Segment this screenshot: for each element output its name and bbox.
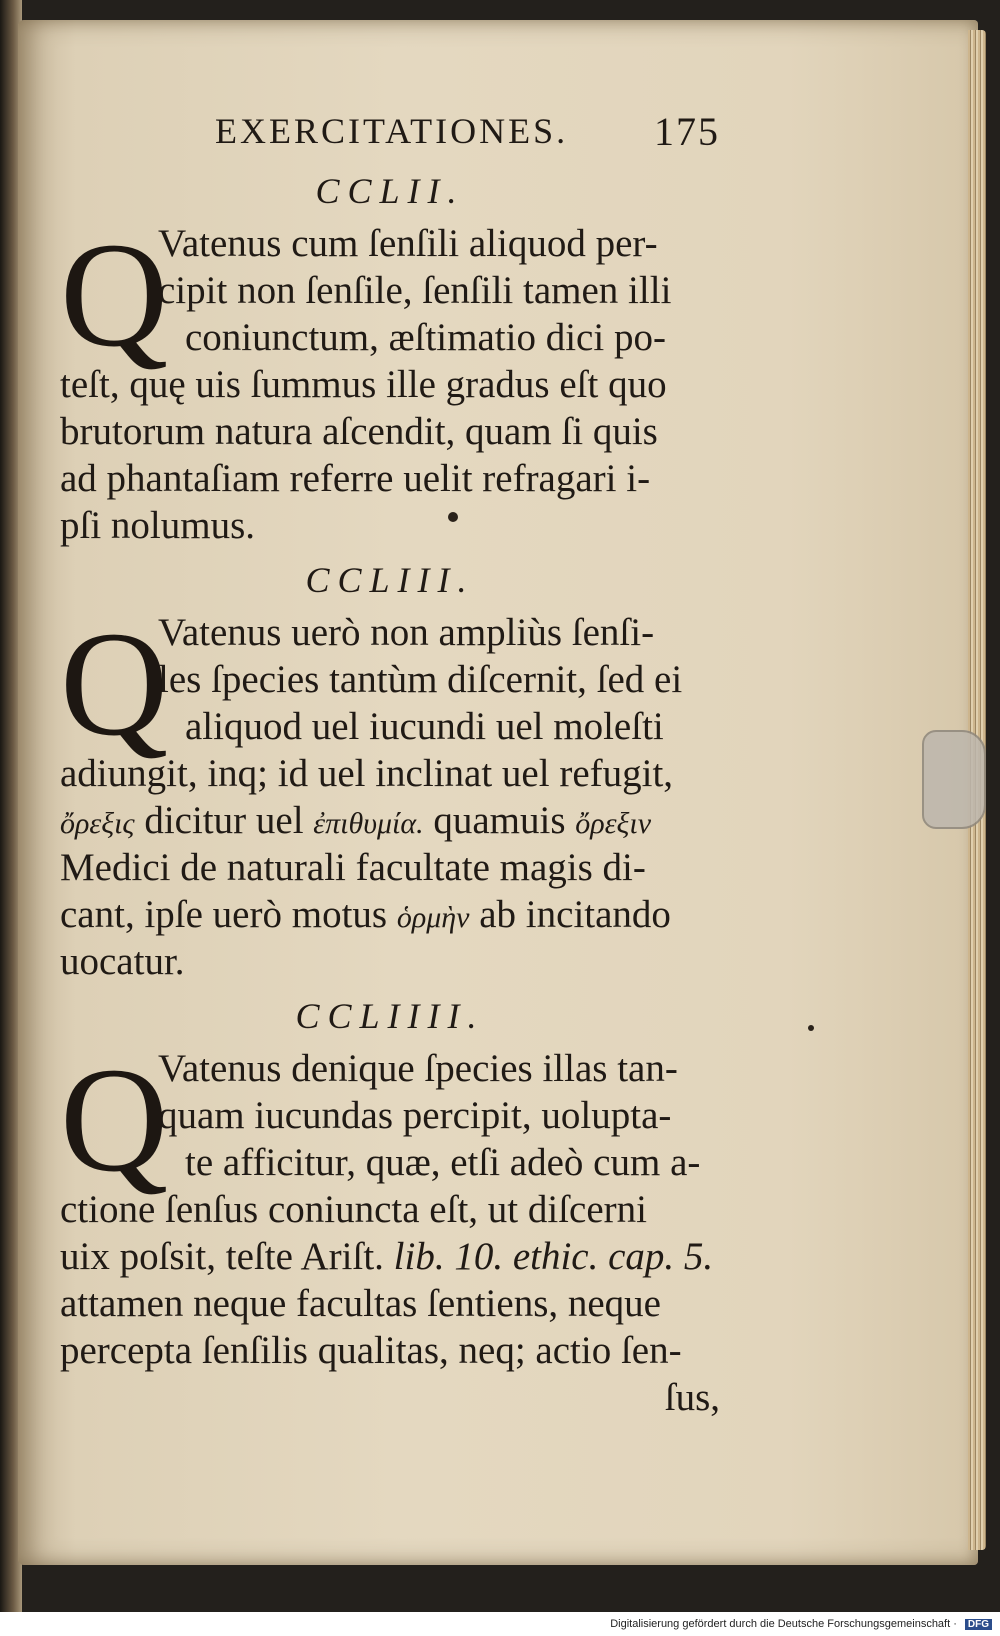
drop-cap: Q: [60, 1037, 169, 1203]
paragraph: [60, 1037, 720, 1421]
page-holder-clip: [922, 730, 986, 829]
text-line: [60, 891, 720, 938]
running-head: EXERCITATIONES.: [215, 111, 569, 151]
catchword: ſus,: [664, 1376, 720, 1419]
text-line: [60, 1233, 720, 1280]
drop-cap: Q: [60, 601, 169, 767]
text-line: coniunctum, æſtimatio dici po-: [185, 316, 666, 359]
digitization-footer: [0, 1612, 1000, 1636]
footer-text: Digitalisierung gefördert durch die Deutsche Forschungsgemeinschaft ·: [610, 1618, 957, 1630]
text-line: Vatenus uerò non ampliùs ſenſi-: [158, 611, 655, 654]
greek-word: ὄρεξιν: [575, 807, 652, 840]
paragraph: [60, 601, 720, 985]
text-line: uocatur.: [60, 940, 185, 983]
paragraph: [60, 212, 720, 549]
text-line: quam iucundas percipit, uolupta-: [158, 1094, 672, 1137]
text-fragment: ab incitando: [479, 893, 671, 936]
text-line: [60, 797, 720, 844]
text-line: brutorum natura aſcendit, quam ſi quis: [60, 410, 658, 453]
section-number: CCLIII.: [305, 560, 475, 600]
text-fragment: dicitur uel: [144, 799, 304, 842]
text-line: ctione ſenſus coniuncta eſt, ut diſcerni: [60, 1188, 647, 1231]
text-line: te afficitur, quæ, etſi adeò cum a-: [185, 1141, 701, 1184]
greek-word: ἐπιθυμία.: [313, 807, 424, 840]
text-line: pſi nolumus.: [60, 504, 256, 547]
text-line: teſt, quę uis ſummus ille gradus eſt quo: [60, 363, 667, 406]
page-text: [60, 100, 720, 1421]
section-number: CCLII.: [315, 171, 465, 211]
citation: lib. 10. ethic. cap. 5.: [393, 1235, 714, 1278]
page-header: [60, 100, 720, 160]
text-line: Vatenus denique ſpecies illas tan-: [158, 1047, 678, 1090]
text-fragment: quamuis: [433, 799, 566, 842]
text-line: adiungit, inq; id uel inclinat uel refugit,: [60, 752, 674, 795]
text-line: les ſpecies tantùm diſcernit, ſed ei: [158, 658, 683, 701]
text-fragment: uix poſsit, teſte Ariſt.: [60, 1235, 384, 1278]
text-line: Vatenus cum ſenſili aliquod per-: [158, 222, 658, 265]
text-line: aliquod uel iucundi uel moleſti: [185, 705, 664, 748]
greek-word: ὁρμὴν: [396, 901, 470, 934]
section-number: CCLIIII.: [295, 996, 485, 1036]
dfg-logo: DFG: [965, 1619, 992, 1630]
text-fragment: cant, ipſe uerò motus: [60, 893, 388, 936]
ink-spot: [808, 1025, 814, 1031]
text-line: cipit non ſenſile, ſenſili tamen illi: [158, 269, 672, 312]
page-number: 175: [654, 109, 720, 154]
greek-word: ὄρεξις: [60, 807, 135, 840]
drop-cap: Q: [60, 212, 169, 378]
text-line: ad phantaſiam referre uelit refragari i-: [60, 457, 651, 500]
text-line: attamen neque facultas ſentiens, neque: [60, 1282, 661, 1325]
text-line: percepta ſenſilis qualitas, neq; actio ſen-: [60, 1329, 682, 1372]
text-line: Medici de naturali facultate magis di-: [60, 846, 646, 889]
